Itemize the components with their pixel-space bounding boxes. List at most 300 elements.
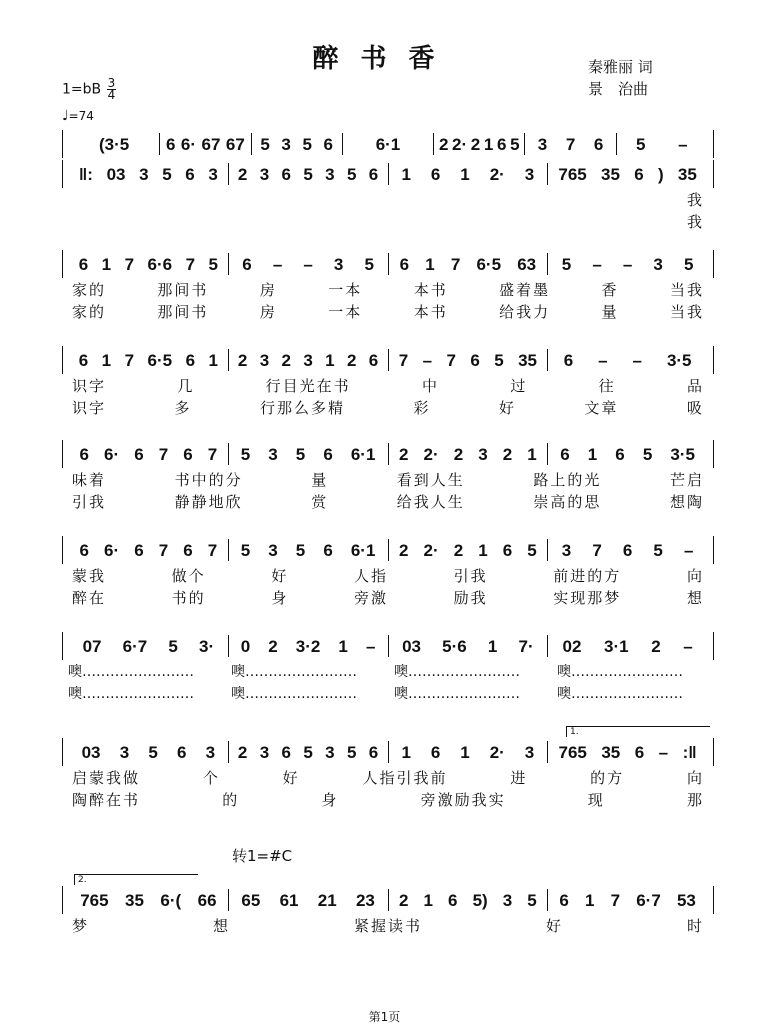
lyric-word: 梦 [72,916,90,935]
notation-row [62,346,714,374]
note: 35 [601,743,621,762]
lyric-line [62,564,714,586]
note: 2· [489,165,505,184]
measure [69,889,229,911]
lyric-word: 吸 [686,398,704,417]
modulation-marking: 转1=#C [232,847,293,865]
note: 3 [119,743,130,762]
lyric-word: 静静地欣 [174,492,243,511]
lyric-line [62,766,714,788]
note: – [272,255,283,274]
lyric-word: 房 [259,280,277,299]
note: 2 [281,351,292,370]
note: 7 [592,541,602,560]
note: 1 [325,351,335,370]
lyric-word: 本书 [413,280,448,299]
measure [548,539,707,561]
lyric-word: 旁激 [353,588,388,607]
lyric-word: 励我 [453,588,488,607]
lyricist: 秦雅丽 词 [588,58,653,76]
time-signature [107,78,117,101]
note: 5 [168,637,178,656]
note: 5 [162,165,172,184]
lyric-word: 房 [259,302,277,321]
lyric-word: 陶醉在书 [72,790,141,809]
notation-row [62,738,714,766]
note: 6 [622,541,633,560]
notation-row [62,536,714,564]
notation-row [62,130,714,158]
measure [389,635,549,657]
measure [229,349,389,371]
note: 6 [183,541,193,560]
note: 6 [399,255,410,274]
lyric-word: 盛着墨 [499,280,551,299]
note: 7 [565,135,576,154]
note: 6 [593,135,604,154]
lyric-word: 量 [601,302,619,321]
measure [252,133,343,155]
lyric-word: 那间书 [157,302,209,321]
lyric-word: 蒙我 [72,566,107,585]
note: 5 [295,445,306,464]
note: 03 [402,637,421,656]
note: – [683,541,694,560]
note: 7 [207,541,218,560]
note: 5 [260,135,270,154]
note: 3 [139,165,149,184]
measure [434,133,525,155]
score-system [62,160,714,232]
note: 1 [483,135,494,154]
lyric-line [62,374,714,396]
note: 6 [634,743,645,762]
note: 7· [518,637,534,656]
page-number: 第1页 [368,1010,401,1024]
lyric-word: 旁激励我实 [420,790,506,809]
lyric-word: 引我 [453,566,488,585]
lyric-word: 当我 [669,280,704,299]
measure [343,133,434,155]
lyric-word: 往 [598,376,616,395]
note: 3 [205,743,216,762]
measure [229,741,389,763]
note: 765 [558,743,587,762]
note: 5 [642,445,653,464]
note: 6 [79,445,89,464]
note: 3 [502,891,513,910]
note: 6 [615,445,625,464]
lyric-line [62,682,714,704]
lyric-word: 的方 [590,768,625,787]
note: 6 [78,255,89,274]
lyric-word: 中 [421,376,439,395]
note: – [622,255,633,274]
lyric-line [62,660,714,682]
lyric-word: 个 [202,768,220,787]
note: 2 [399,445,409,464]
lyric-word: 想陶 [669,492,704,511]
lyric-word: 行那么多精 [259,398,345,417]
lyric-word: 本书 [413,302,448,321]
lyric-word: 想 [212,916,230,935]
note: 6 [185,165,195,184]
note: 5 [494,351,504,370]
lyric-word: 紧握读书 [353,916,422,935]
note: 6· [180,135,197,154]
score-system [62,727,714,810]
note: 23 [355,891,375,910]
note: 6 [368,351,379,370]
note: 1 [460,165,470,184]
measure [229,443,389,465]
page-title: 醉书香 [312,44,457,74]
lyric-word: 书中的分 [174,470,243,489]
lyric-line [62,788,714,810]
note: 35 [677,165,697,184]
note: 7 [207,445,218,464]
note: 1 [584,891,595,910]
note: 5 [561,255,572,274]
note: 21 [317,891,337,910]
measure [548,349,707,371]
note: 6 [470,351,480,370]
note: (3·5 [99,135,130,154]
lyric-word: 我 [686,212,704,231]
note: 6 [166,135,176,154]
lyric-word: 一本 [328,280,363,299]
lyric-word: 过 [510,376,528,395]
note: 61 [279,891,299,910]
note: ) [657,165,664,184]
note: 07 [82,637,102,656]
note: 6 [78,351,89,370]
note: 6 [242,255,252,274]
note: 1 [460,743,470,762]
note: 2 [346,351,357,370]
note: 6 [368,165,379,184]
note: 3 [268,541,278,560]
lyric-word: 识字 [72,376,107,395]
lyric-word: 噢…………………… [394,686,520,702]
lyric-word: 路上的光 [533,470,602,489]
lyric-word: 启蒙我做 [72,768,141,787]
note: 6 [323,445,333,464]
note: 2· [452,135,468,154]
measure [69,349,229,371]
measure [389,539,549,561]
lyric-word: 芒启 [669,470,704,489]
measure [229,889,389,911]
note: 6 [502,541,513,560]
notation-row [62,250,714,278]
note: 5 [636,135,646,154]
score-system [62,130,714,158]
note: 3 [259,351,270,370]
lyric-word: 醉在 [72,588,107,607]
lyric-word: 噢…………………… [557,686,683,702]
lyric-word: 噢…………………… [68,686,194,702]
score-system [62,250,714,322]
lyric-line [62,468,714,490]
note: 1 [423,891,433,910]
note: 5 [346,165,357,184]
note: 6·7 [636,891,661,910]
lyric-word: 噢…………………… [68,664,194,680]
note: 3·5 [666,351,692,370]
measure [69,163,229,185]
note: 3·5 [670,445,695,464]
lyric-word: 噢…………………… [231,686,357,702]
score-system [62,536,714,608]
note: 5 [303,743,313,762]
score-system [62,440,714,512]
note: 6 [368,743,379,762]
note: 2 [399,541,409,560]
note: 5 [302,135,312,154]
note: 6 [559,891,569,910]
note: 0 [240,637,251,656]
note: 1 [401,165,411,184]
note: – [365,637,376,656]
note: 35 [601,165,620,184]
note: 1 [101,255,112,274]
note: 5) [472,891,488,910]
lyric-word: 看到人生 [396,470,465,489]
note: 1 [487,637,498,656]
note: 1 [338,637,348,656]
note: 6 [134,445,144,464]
lyric-line [62,586,714,608]
note: 66 [197,891,217,910]
note: 7 [158,445,169,464]
note: 6 [281,165,292,184]
note: 6·1 [375,135,401,154]
measure [69,253,229,275]
note: 6·5 [147,351,173,370]
note: 3 [325,165,335,184]
composer: 景 治曲 [588,80,649,98]
measure [548,443,707,465]
note: 3 [303,351,313,370]
note: 5 [240,541,251,560]
note: 2 [438,135,449,154]
note: 5 [683,255,694,274]
note: 5 [527,541,537,560]
note: 1 [587,445,598,464]
note: 53 [676,891,696,910]
lyric-word: 文章 [584,398,619,417]
note: 2 [237,743,248,762]
note: 6·( [160,891,182,910]
note: 2 [237,165,248,184]
score-system [62,632,714,704]
lyric-word: 行目光在书 [265,376,351,395]
note: 1 [527,445,537,464]
lyric-word: 身 [271,588,289,607]
lyric-word: 那 [686,790,704,809]
note: 1 [425,255,435,274]
note: 3 [524,165,535,184]
note: 6 [323,135,334,154]
note: 67 [201,135,221,154]
measure [229,539,389,561]
note: 5 [303,165,313,184]
note: 6 [430,743,441,762]
measure [389,443,549,465]
lyric-word: 噢…………………… [394,664,520,680]
note: 5 [148,743,158,762]
note: 3 [561,541,572,560]
lyric-line [62,300,714,322]
note: 6·7 [122,637,148,656]
measure [69,741,229,763]
note: ‖: [78,165,93,184]
note: 3 [478,445,488,464]
note: 1 [401,743,411,762]
note: 7 [398,351,409,370]
note: 2· [423,445,439,464]
note: 3 [333,255,344,274]
lyric-line [62,188,714,210]
time-signature-bottom: 4 [107,88,116,102]
note: – [678,135,688,154]
note: 02 [562,637,582,656]
note: 6· [104,541,120,560]
lyric-word: 现 [587,790,605,809]
note: 5 [527,891,537,910]
note: 3 [524,743,535,762]
note: 6 [323,541,333,560]
note: 7 [450,255,461,274]
measure [229,253,389,275]
note: 7 [124,351,135,370]
lyric-word: 好 [282,768,300,787]
lyric-word: 时 [686,916,704,935]
note: 6 [634,165,644,184]
note: 765 [80,891,109,910]
note: 6 [496,135,507,154]
note: 3·2 [295,637,321,656]
lyric-word: 做个 [171,566,206,585]
measure [69,539,229,561]
note: 6·5 [476,255,502,274]
note: 6·6 [147,255,173,274]
note: 6·1 [350,445,376,464]
lyric-word: 那间书 [157,280,209,299]
note: 6 [560,445,570,464]
lyric-word: 向 [686,566,704,585]
note: 7 [446,351,456,370]
note: 3 [325,743,335,762]
note: 2· [423,541,439,560]
note: 765 [558,165,587,184]
measure [548,253,707,275]
lyric-word: 品 [686,376,704,395]
lyric-line [62,490,714,512]
note: 7 [185,255,196,274]
note: – [303,255,313,274]
lyric-line [62,278,714,300]
note: 1 [208,351,218,370]
measure [548,741,707,763]
lyric-word: 多 [174,398,192,417]
note: 6· [104,445,120,464]
note: 35 [125,891,144,910]
notation-row [62,886,714,914]
lyric-word: 的 [222,790,240,809]
measure [389,741,549,763]
measure [389,889,549,911]
lyric-word: 前进的方 [553,566,622,585]
note: 3 [259,743,270,762]
note: 5 [208,255,218,274]
note: 5 [295,541,306,560]
lyric-word: 家的 [72,302,107,321]
note: – [658,743,669,762]
tempo-marking [62,108,94,124]
volta-bracket: 1. [566,726,710,737]
measure [69,635,229,657]
lyric-word: 想 [686,588,704,607]
measure [389,163,549,185]
note: 6 [134,541,144,560]
lyric-word: 一本 [328,302,363,321]
note: 6 [185,351,196,370]
lyric-word: 好 [271,566,289,585]
note: 2 [268,637,278,656]
lyric-word: 赏 [311,492,329,511]
note: 6 [183,445,193,464]
lyric-line [62,396,714,418]
measure [229,163,389,185]
note: 3 [268,445,278,464]
lyric-word: 彩 [413,398,431,417]
lyric-word: 我 [686,190,704,209]
measure [548,889,707,911]
credits [588,56,653,100]
note: 3 [537,135,548,154]
note: 2 [399,891,409,910]
measure [389,349,549,371]
note: 5·6 [442,637,467,656]
note: 7 [158,541,169,560]
note: 5 [653,541,663,560]
lyric-word: 给我人生 [396,492,465,511]
note: 3 [259,165,270,184]
note: 7 [124,255,135,274]
note: 6 [430,165,441,184]
lyric-word: 人指引我前 [362,768,448,787]
note: 1 [101,351,112,370]
note: 3 [653,255,663,274]
measure [548,635,707,657]
note: 5 [346,743,357,762]
note: 3· [199,637,215,656]
note: 3·1 [604,637,629,656]
note: – [632,351,642,370]
lyric-word: 好 [498,398,516,417]
note: – [592,255,602,274]
measure [525,133,616,155]
note: 65 [241,891,261,910]
lyric-word: 身 [321,790,339,809]
measure [69,133,160,155]
note: 5 [510,135,520,154]
key-label: 1=bB [62,81,102,98]
lyric-word: 实现那梦 [553,588,622,607]
notation-row [62,440,714,468]
